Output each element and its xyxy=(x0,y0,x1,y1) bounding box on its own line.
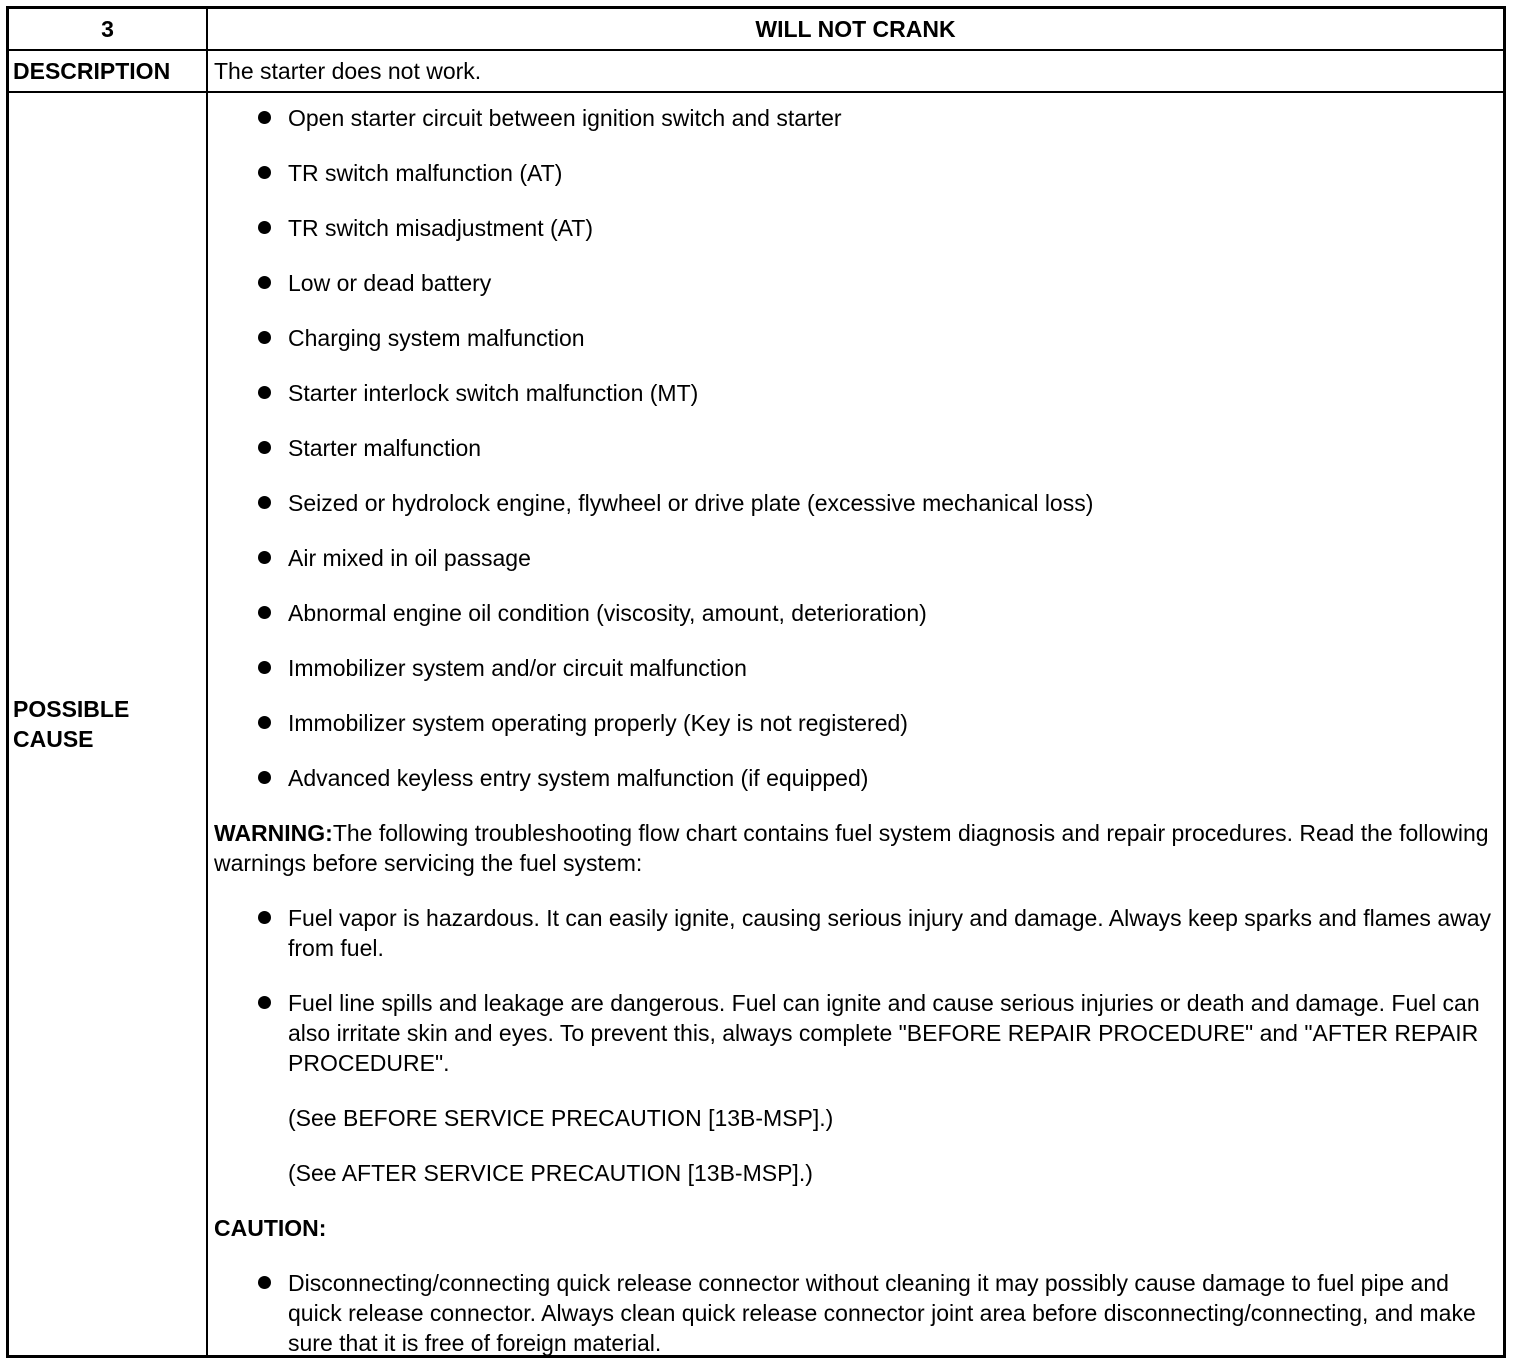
warning-paragraph xyxy=(214,818,1493,878)
troubleshooting-table xyxy=(6,6,1506,1358)
symptom-title: WILL NOT CRANK xyxy=(755,15,956,42)
warning-item-text: Fuel vapor is hazardous. It can easily ignite, causing serious injury and damage. Always keep sparks and flames away from fuel. xyxy=(288,905,1492,961)
caution-item xyxy=(214,1268,1493,1358)
cause-text: Air mixed in oil passage xyxy=(288,545,531,571)
cause-item xyxy=(214,213,1493,243)
bullet-icon xyxy=(258,771,271,784)
bullet-icon xyxy=(258,716,271,729)
warning-item xyxy=(214,988,1493,1078)
cause-item xyxy=(214,323,1493,353)
cause-item xyxy=(214,433,1493,463)
possible-cause-label xyxy=(9,93,206,1355)
bullet-icon xyxy=(258,276,271,289)
step-number: 3 xyxy=(101,15,114,42)
cause-text: TR switch malfunction (AT) xyxy=(288,160,563,186)
bullet-icon xyxy=(258,1276,271,1289)
bullet-icon xyxy=(258,441,271,454)
description-text: The starter does not work. xyxy=(214,57,482,84)
bullet-icon xyxy=(258,911,271,924)
bullet-icon xyxy=(258,111,271,124)
cause-item xyxy=(214,598,1493,628)
possible-cause-content xyxy=(208,93,1503,1355)
bullet-icon xyxy=(258,166,271,179)
description-row xyxy=(9,51,1503,93)
warning-label: WARNING: xyxy=(214,820,333,846)
cause-text: Starter malfunction xyxy=(288,435,482,461)
bullet-icon xyxy=(258,551,271,564)
possible-cause-row xyxy=(9,93,1503,1355)
cause-item xyxy=(214,488,1493,518)
description-label: DESCRIPTION xyxy=(13,57,171,84)
cause-text: TR switch misadjustment (AT) xyxy=(288,215,594,241)
cause-item xyxy=(214,103,1493,133)
bullet-icon xyxy=(258,496,271,509)
cause-text: Abnormal engine oil condition (viscosity, amount, deterioration) xyxy=(288,600,927,626)
bullet-icon xyxy=(258,996,271,1009)
cause-item xyxy=(214,158,1493,188)
cause-text: Advanced keyless entry system malfunction (if equipped) xyxy=(288,765,869,791)
cause-text: Open starter circuit between ignition switch and starter xyxy=(288,105,842,131)
cause-item xyxy=(214,653,1493,683)
cause-item xyxy=(214,708,1493,738)
caution-item-text: Disconnecting/connecting quick release connector without cleaning it may possibly cause damage to fuel pipe and quick release connector. Always clean quick release connector joint area before disconnecting/connecting, and make sure that it is free of foreign material. xyxy=(288,1270,1476,1356)
bullet-icon xyxy=(258,606,271,619)
warning-item-text: Fuel line spills and leakage are dangerous. Fuel can ignite and cause serious injuries or death and damage. Fuel can also irritate skin and eyes. To prevent this, always complete "BEFORE REPAIR PROCEDURE" and "AFTER REPAIR PROCEDURE". xyxy=(288,990,1480,1076)
cause-text: Immobilizer system operating properly (Key is not registered) xyxy=(288,710,908,736)
bullet-icon xyxy=(258,221,271,234)
see-after-reference: (See AFTER SERVICE PRECAUTION [13B-MSP].) xyxy=(288,1160,813,1186)
see-before-reference: (See BEFORE SERVICE PRECAUTION [13B-MSP].) xyxy=(288,1105,834,1131)
warning-item xyxy=(214,903,1493,963)
caution-label: CAUTION: xyxy=(214,1215,327,1241)
possible-cause-label-line1: POSSIBLE xyxy=(13,696,130,722)
possible-cause-label-line2: CAUSE xyxy=(13,726,94,752)
bullet-icon xyxy=(258,386,271,399)
bullet-icon xyxy=(258,661,271,674)
cause-text: Charging system malfunction xyxy=(288,325,585,351)
cause-item xyxy=(214,543,1493,573)
bullet-icon xyxy=(258,331,271,344)
cause-item xyxy=(214,378,1493,408)
header-row xyxy=(9,9,1503,51)
warning-text: The following troubleshooting flow chart contains fuel system diagnosis and repair procedures. Read the following warnings before servicing the fuel system: xyxy=(214,820,1489,876)
cause-text: Immobilizer system and/or circuit malfunction xyxy=(288,655,747,681)
cause-text: Low or dead battery xyxy=(288,270,492,296)
cause-text: Seized or hydrolock engine, flywheel or drive plate (excessive mechanical loss) xyxy=(288,490,1094,516)
cause-item xyxy=(214,268,1493,298)
cause-item xyxy=(214,763,1493,793)
cause-text: Starter interlock switch malfunction (MT) xyxy=(288,380,699,406)
